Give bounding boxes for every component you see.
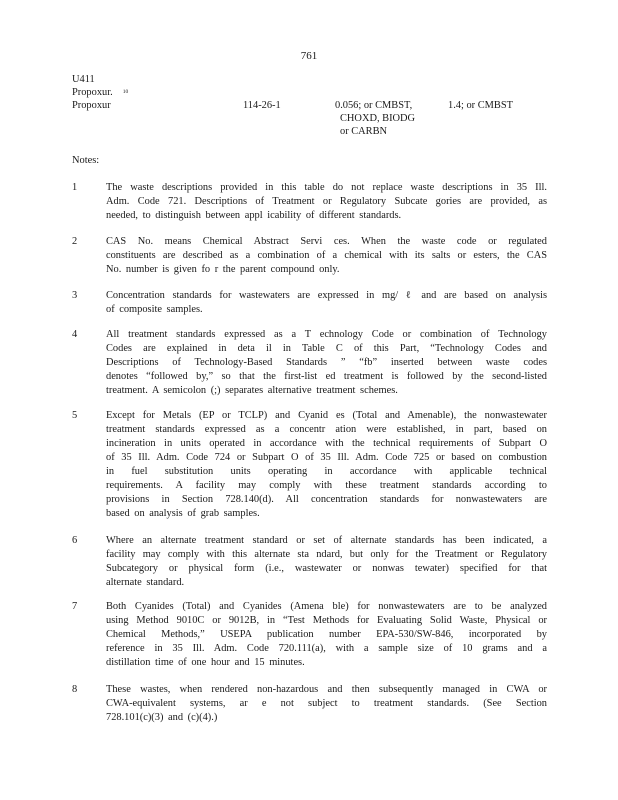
note-line: provisions in Section 728.140(d). All concentration standards for nonwastewaters are: [106, 494, 547, 505]
note-line: based on analysis of grab samples.: [106, 508, 260, 519]
note-line: of composite samples.: [106, 304, 203, 315]
note-line: treatment standards expressed as a concentr ation were established, in part, based on: [106, 424, 547, 435]
note-line: Except for Metals (EP or TCLP) and Cyanid es (Total and Amenable), the nonwastewater: [106, 410, 547, 421]
note-line: Chemical Methods,” USEPA publication number EPA-530/SW-846, incorporated by: [106, 629, 547, 640]
note-line: CWA-equivalent systems, ar e not subject to treatment standards. (See Section: [106, 698, 547, 709]
note-line: Descriptions of Technology-Based Standards ” “fb” inserted between waste codes: [106, 357, 547, 368]
note-line: requirements. A facility may comply with these treatment standards according to: [106, 480, 547, 491]
note-line: These wastes, when rendered non-hazardous and then subsequently managed in CWA or: [106, 684, 547, 695]
waste-code: U411: [72, 74, 95, 85]
note-line: distillation time of one hour and 15 minutes.: [106, 657, 305, 668]
waste-name: Propoxur.: [72, 87, 113, 98]
wastewater-standard-line: or CARBN: [340, 126, 388, 137]
constituent-name: Propoxur: [72, 100, 111, 111]
footnote-marker: 10: [122, 89, 129, 95]
note-number: 3: [72, 290, 78, 301]
note-line: facility may comply with this alternate sta ndard, but only for the Treatment or Regulatory: [106, 549, 547, 560]
note-line: Both Cyanides (Total) and Cyanides (Amena ble) for nonwastewaters are to be analyzed: [106, 601, 547, 612]
note-line: The waste descriptions provided in this table do not replace waste descriptions in 35 Ill.: [106, 182, 547, 193]
note-line: reference in 35 Ill. Adm. Code 720.111(a), with a sample size of 10 grams and a: [106, 643, 547, 654]
waste-name-header: [72, 86, 552, 99]
note-number: 2: [72, 236, 78, 247]
constituent-row: [72, 99, 552, 137]
note-number: 5: [72, 410, 78, 421]
note-line: constituents are described as a combination of a chemical with its salts or esters, the CAS: [106, 250, 547, 261]
note-number: 4: [72, 329, 78, 340]
note-line: using Method 9010C or 9012B, in “Test Methods for Evaluating Solid Waste, Physical or: [106, 615, 547, 626]
note-item: [72, 328, 547, 398]
nonwastewater-standard: 1.4; or CMBST: [448, 100, 513, 111]
note-line: alternate standard.: [106, 577, 185, 588]
note-line: Where an alternate treatment standard or set of alternate standards has been indicated, a: [106, 535, 547, 546]
wastewater-standard-line: CHOXD, BIODG: [340, 113, 416, 124]
note-number: 7: [72, 601, 78, 612]
note-line: Adm. Code 721. Descriptions of Treatment or Regulatory Subcate gories are provided, as: [106, 196, 547, 207]
note-text: [106, 289, 547, 317]
note-text: [106, 235, 547, 277]
note-line: treatment. A semicolon (;) separates alternative treatment schemes.: [106, 385, 398, 396]
note-text: [106, 409, 547, 521]
note-number: 6: [72, 535, 78, 546]
note-text: [106, 328, 547, 398]
note-line: Concentration standards for wastewaters are expressed in mg/ ℓ and are based on analysis: [106, 290, 547, 301]
notes-heading: Notes:: [72, 155, 100, 166]
note-line: All treatment standards expressed as a T echnology Code or combination of Technology: [106, 329, 547, 340]
note-number: 1: [72, 182, 78, 193]
note-line: No. number is given fo r the parent compound only.: [106, 264, 340, 275]
note-line: CAS No. means Chemical Abstract Servi ces. When the waste code or regulated: [106, 236, 547, 247]
cas-number: 114-26-1: [243, 100, 281, 111]
note-item: [72, 181, 547, 223]
note-line: of 35 Ill. Adm. Code 724 or Subpart O of 35 Ill. Adm. Code 725 or based on combustion: [106, 452, 547, 463]
note-number: 8: [72, 684, 78, 695]
note-line: Subcategory or physical form (i.e., wastewater or nonwas tewater) specified for that: [106, 563, 547, 574]
wastewater-standard-line: 0.056; or CMBST,: [335, 100, 413, 111]
note-item: [72, 409, 547, 521]
note-item: [72, 235, 547, 277]
note-line: 728.101(c)(3) and (c)(4).): [106, 712, 218, 723]
waste-code-entry: [72, 73, 552, 137]
note-line: in fuel substitution units operating in accordance with applicable technical: [106, 466, 547, 477]
note-line: needed, to distinguish between appl icability of different standards.: [106, 210, 402, 221]
wastewater-standard: [335, 99, 415, 138]
note-text: [106, 600, 547, 670]
note-text: [106, 534, 547, 590]
note-item: [72, 289, 547, 317]
note-item: [72, 534, 547, 590]
note-text: [106, 181, 547, 223]
note-line: denotes “followed by,” so that the first-list ed treatment is followed by the second-listed: [106, 371, 547, 382]
note-item: [72, 683, 547, 725]
note-item: [72, 600, 547, 670]
page-number: 761: [300, 50, 318, 62]
note-line: Codes are explained in deta il in Table C of this Part, “Technology Codes and: [106, 343, 547, 354]
note-line: incineration in units operated in accordance with the technical requirements of Subpart O: [106, 438, 547, 449]
note-text: [106, 683, 547, 725]
